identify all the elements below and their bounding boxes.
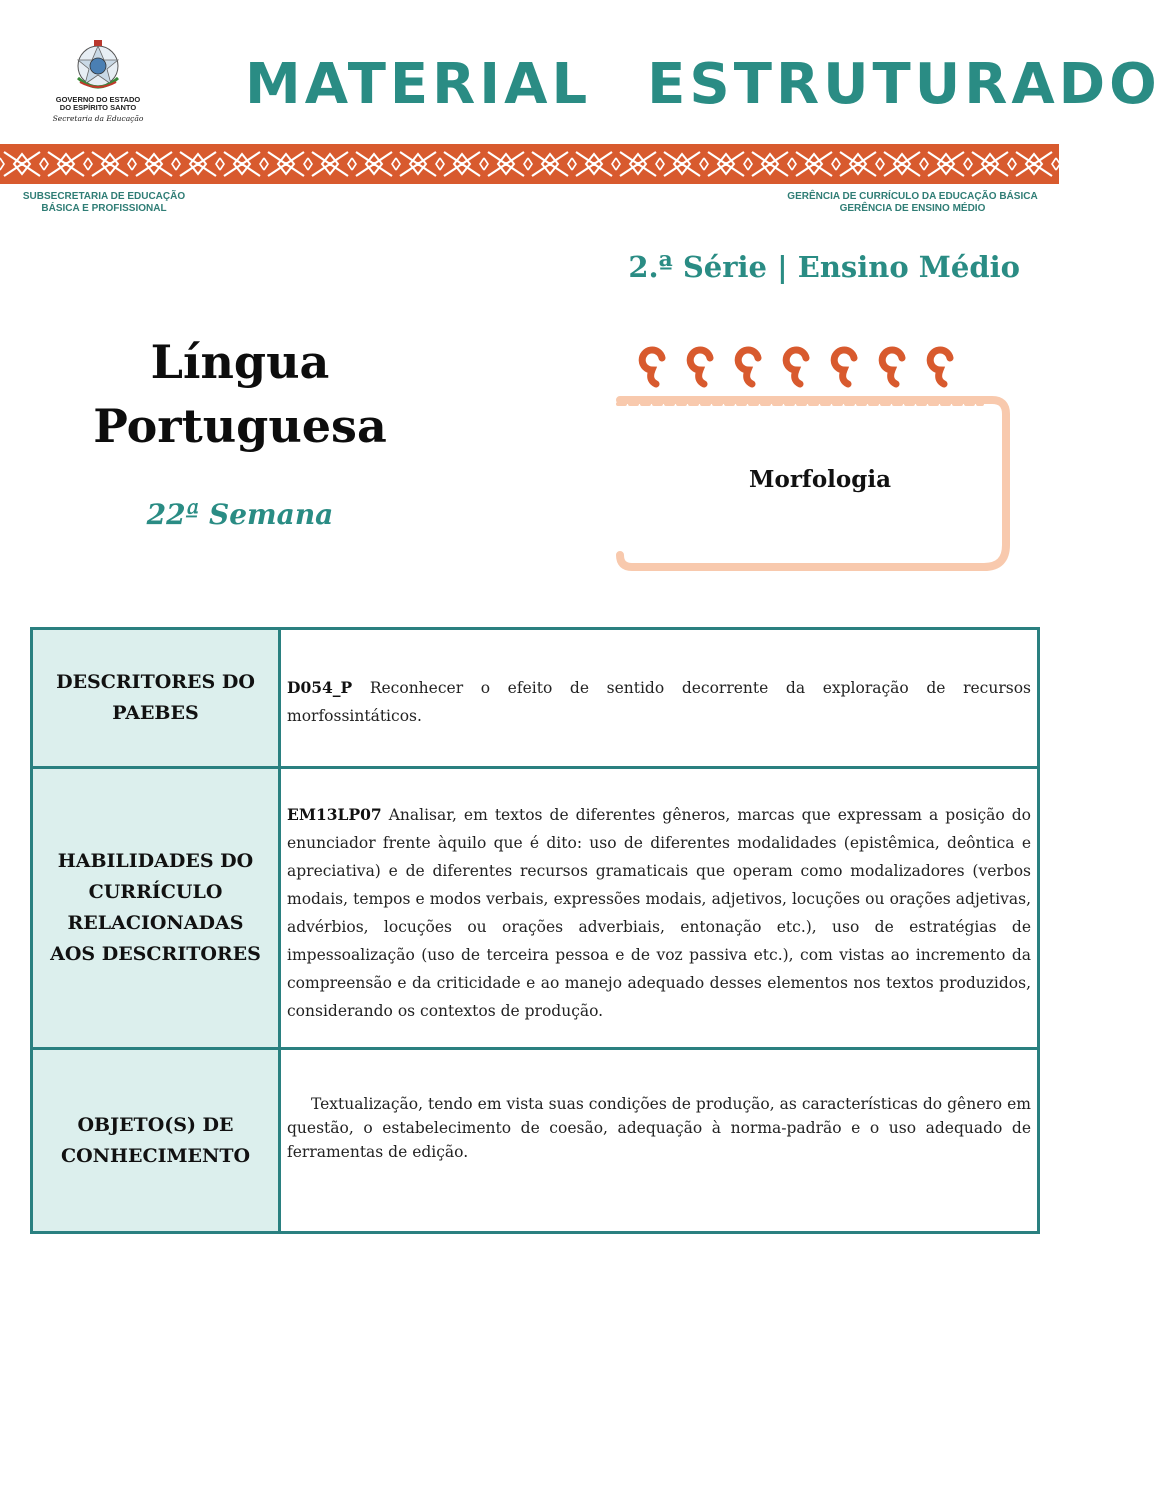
sub-right-line-2: GERÊNCIA DE ENSINO MÉDIO — [839, 203, 986, 214]
binder-rings-icon — [642, 350, 950, 384]
table-row-knowledge-objects — [32, 1049, 1039, 1233]
row-content-descriptors — [280, 629, 1039, 768]
topic-label: Morfologia — [749, 466, 891, 493]
descriptor-code: D054_P — [287, 678, 353, 697]
info-table — [30, 627, 1040, 1234]
sub-left-line-2: BÁSICA E PROFISSIONAL — [41, 203, 167, 214]
row-content-knowledge-objects — [280, 1049, 1039, 1233]
label-line: OBJETO(S) DE — [77, 1113, 234, 1136]
row-label-knowledge-objects — [32, 1049, 280, 1233]
management-office — [775, 191, 1050, 215]
label-line: CURRÍCULO — [88, 881, 223, 903]
label-line: HABILIDADES DO — [57, 850, 254, 872]
skill-code: EM13LP07 — [287, 805, 382, 824]
sub-left-line-1: SUBSECRETARIA DE EDUCAÇÃO — [22, 191, 186, 202]
week-label: 22ª Semana — [146, 498, 334, 531]
label-line: RELACIONADAS — [67, 912, 244, 934]
label-line: CONHECIMENTO — [60, 1144, 251, 1167]
label-line: AOS DESCRITORES — [50, 943, 261, 965]
coat-of-arms-icon — [70, 38, 126, 96]
banner-word-estruturado: ESTRUTURADO — [647, 52, 1161, 117]
knowledge-text: Textualização, tendo em vista suas condições de produção, as características do gênero em questão, o estabelecimento de coesão, adequação à norma-padrão e o uso adequado de ferramentas de edição. — [287, 1095, 1031, 1161]
logo-subtitle: Secretaria da Educação — [52, 114, 144, 123]
banner-word-material: MATERIAL — [245, 52, 592, 117]
table-row-skills — [32, 768, 1039, 1049]
table-row-descriptors — [32, 629, 1039, 768]
logo-line-1: GOVERNO DO ESTADO — [55, 95, 141, 104]
banner-title — [245, 50, 1161, 120]
sub-secretariat — [14, 191, 194, 215]
row-content-skills — [280, 768, 1039, 1049]
descriptor-text: Reconhecer o efeito de sentido decorrente da exploração de recursos morfossintáticos. — [287, 679, 1031, 725]
notebook-card — [612, 340, 1012, 575]
label-line: PAEBES — [112, 702, 199, 724]
subject-title — [60, 330, 420, 458]
grade-level: 2.ª Série | Ensino Médio — [628, 250, 1020, 284]
state-logo — [48, 38, 148, 123]
sub-right-line-1: GERÊNCIA DE CURRÍCULO DA EDUCAÇÃO BÁSICA — [787, 191, 1038, 202]
row-label-skills — [32, 768, 280, 1049]
subject-line-2: Portuguesa — [93, 399, 387, 453]
skill-text: Analisar, em textos de diferentes gêneros, marcas que expressam a posição do enunciador frente àquilo que é dito: uso de diferentes modalidades (epistêmica, deôntica e apreciativa) e de diferentes recursos gramaticais que operam como modalizadores (verbos modais, tempos e modos verbais, expressões modais, adjetivos, locuções ou orações adjetivas, advérbios, locuções ou orações adverbiais, entonação etc.), uso de estratégias de impessoalização (uso de terceira pessoa e de voz passiva etc.), com vistas ao incremento da compreensão e da criticidade e ao manejo adequado desses elementos nos textos produzidos, considerando os contextos de produção. — [287, 806, 1031, 1020]
row-label-descriptors — [32, 629, 280, 768]
decorative-band — [0, 144, 1059, 184]
subject-line-1: Língua — [150, 335, 330, 389]
logo-line-2: DO ESPÍRITO SANTO — [59, 103, 137, 112]
label-line: DESCRITORES DO — [56, 671, 255, 693]
